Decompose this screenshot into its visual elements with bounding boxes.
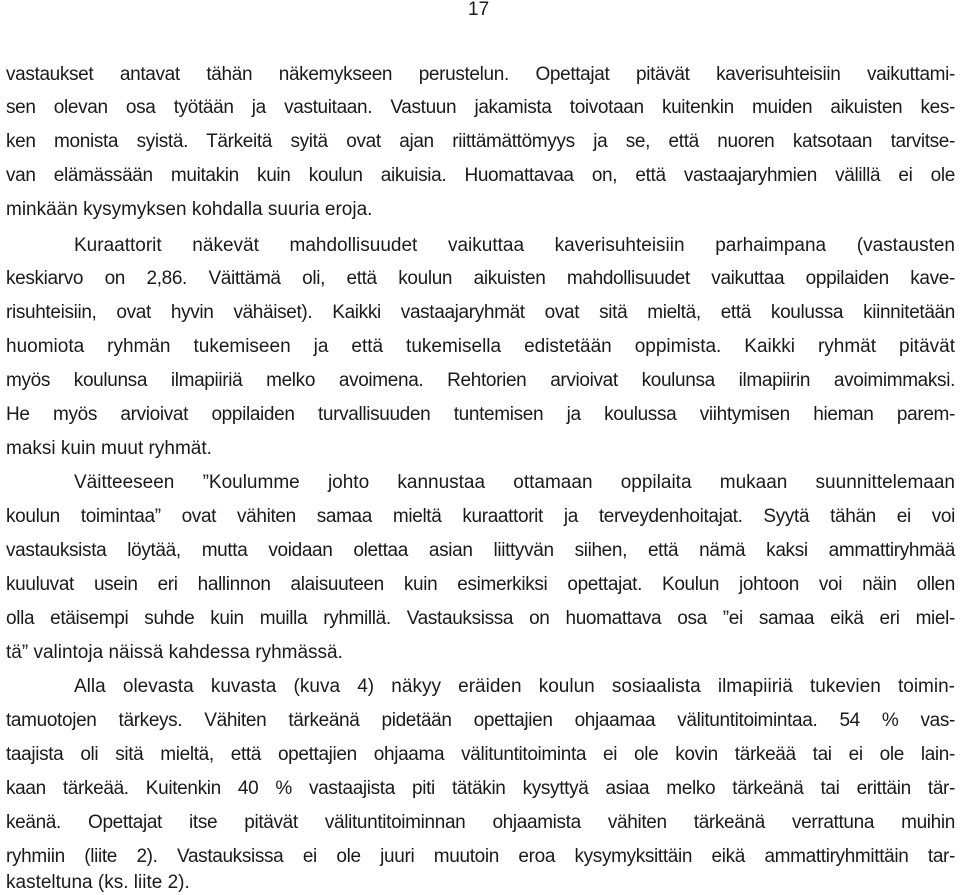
text-line: ryhmiin (liite 2). Vastauksissa ei ole juuri muutoin eroa kysymyksittäin eikä ammattiryhmittäin tar-	[6, 846, 955, 867]
text-line: kuuluvat usein eri hallinnon alaisuuteen kuin esimerkiksi opettajat. Koulun johtoon voi näin ollen	[6, 574, 955, 595]
text-line: taajista oli sitä mieltä, että opettajien ohjaama välituntitoiminta ei ole kovin tärkeää tai ei ole lain-	[6, 744, 955, 765]
text-line: tä” valintoja näissä kahdessa ryhmässä.	[6, 642, 343, 663]
text-line: maksi kuin muut ryhmät.	[6, 438, 212, 459]
text-line: kasteltuna (ks. liite 2).	[6, 872, 190, 893]
text-line: kaan tärkeää. Kuitenkin 40 % vastaajista piti tätäkin kysyttyä asiaa melko tärkeänä tai erittäin tär-	[6, 778, 955, 799]
text-line: huomiota ryhmän tukemiseen ja että tukemisella edistetään oppimista. Kaikki ryhmät pitävät	[6, 336, 955, 357]
text-line: risuhteisiin, ovat hyvin vähäiset). Kaikki vastaajaryhmät ovat sitä mieltä, että koulussa kiinnitetään	[6, 302, 955, 323]
text-line: van elämässään muitakin kuin koulun aikuisia. Huomattavaa on, että vastaajaryhmien välillä ei ole	[6, 165, 955, 186]
text-line: olla etäisempi suhde kuin muilla ryhmillä. Vastauksissa on huomattava osa ”ei samaa eikä eri miel-	[6, 608, 955, 629]
text-line: Alla olevasta kuvasta (kuva 4) näkyy eräiden koulun sosiaalista ilmapiiriä tukevien toimin-	[74, 676, 955, 697]
text-line: vastauksista löytää, mutta voidaan olettaa asian liittyvän siihen, että nämä kaksi ammattiryhmää	[6, 540, 955, 561]
text-line: keänä. Opettajat itse pitävät välituntitoiminnan ohjaamista vähiten tärkeänä verrattuna muihin	[6, 812, 955, 833]
page-number: 17	[468, 0, 490, 20]
text-line: minkään kysymyksen kohdalla suuria eroja.	[6, 199, 373, 220]
text-line: sen olevan osa työtään ja vastuitaan. Vastuun jakamista toivotaan kuitenkin muiden aikuisten kes-	[6, 97, 955, 118]
text-line: Kuraattorit näkevät mahdollisuudet vaikuttaa kaverisuhteisiin parhaimpana (vastausten	[74, 235, 955, 256]
text-line: myös koulunsa ilmapiiriä melko avoimena. Rehtorien arvioivat koulunsa ilmapiirin avoimimmaksi.	[6, 370, 955, 391]
text-line: He myös arvioivat oppilaiden turvallisuuden tuntemisen ja koulussa viihtymisen hieman parem-	[6, 404, 955, 425]
text-line: Väitteeseen ”Koulumme johto kannustaa ottamaan oppilaita mukaan suunnittelemaan	[74, 472, 955, 493]
text-line: vastaukset antavat tähän näkemykseen perustelun. Opettajat pitävät kaverisuhteisiin vaikuttami-	[6, 64, 955, 85]
text-line: ken monista syistä. Tärkeitä syitä ovat ajan riittämättömyys ja se, että nuoren katsotaan tarvitse-	[6, 131, 955, 152]
text-line: keskiarvo on 2,86. Väittämä oli, että koulun aikuisten mahdollisuudet vaikuttaa oppilaiden kave-	[6, 268, 955, 289]
text-line: koulun toimintaa” ovat vähiten samaa mieltä kuraattorit ja terveydenhoitajat. Syytä tähän ei voi	[6, 506, 955, 527]
text-line: tamuotojen tärkeys. Vähiten tärkeänä pidetään opettajien ohjaamaa välituntitoimintaa. 54 % vas-	[6, 710, 955, 731]
